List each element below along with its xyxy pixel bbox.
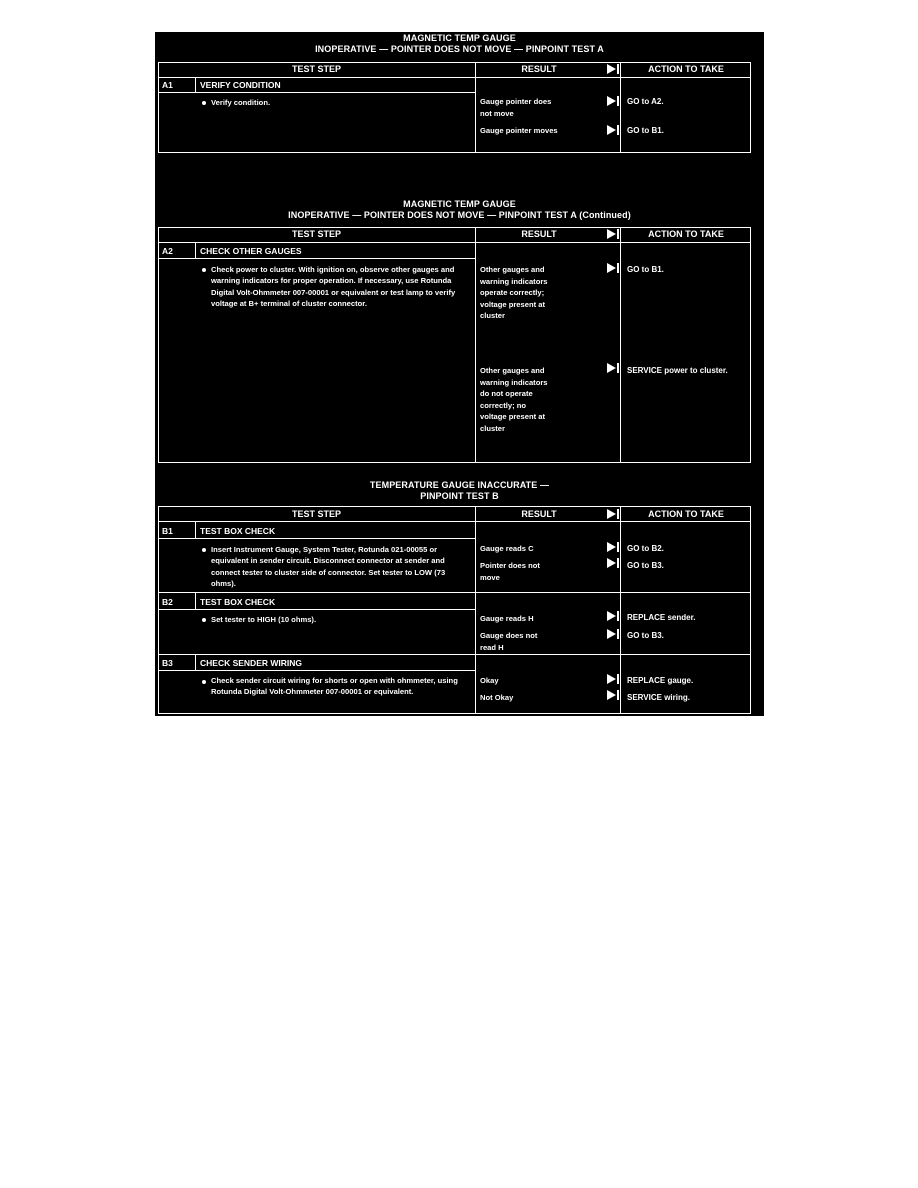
bullet-icon [202, 680, 206, 684]
diagnostic-chart-panel [155, 32, 764, 716]
section-a-title-line2: INOPERATIVE — POINTER DOES NOT MOVE — PINPOINT TEST A [315, 44, 604, 54]
header-result: RESULT [521, 509, 557, 519]
arrow-icon [607, 363, 619, 373]
bullet-icon [202, 618, 206, 622]
action-b2-2: GO to B3. [627, 631, 664, 640]
bullet-icon [202, 101, 206, 105]
step-text-b1: Insert Instrument Gauge, System Tester, Rotunda 021-00055 or equivalent in sender circuit. Disconnect connector at sender and connect tester to cluster side of connector. Set tester to LOW (73 ohms). [211, 545, 446, 588]
result-b3-1: Okay [480, 676, 499, 685]
action-b1-1: GO to B2. [627, 544, 664, 553]
header-action: ACTION TO TAKE [648, 509, 724, 519]
action-a2-2: SERVICE power to cluster. [627, 366, 728, 375]
action-b2-1: REPLACE sender. [627, 613, 696, 622]
step-id-b3: B3 [162, 658, 173, 668]
step-id-b1: B1 [162, 526, 173, 536]
arrow-icon [607, 674, 619, 684]
arrow-icon [607, 263, 619, 273]
action-a2-1: GO to B1. [627, 265, 664, 274]
result-a1-1: Gauge pointer does not move [480, 97, 552, 118]
step-title-b3: CHECK SENDER WIRING [200, 658, 303, 668]
section-a2-title-line1: MAGNETIC TEMP GAUGE [403, 199, 516, 209]
action-b3-2: SERVICE wiring. [627, 693, 690, 702]
step-text-a1: Verify condition. [211, 98, 271, 107]
result-b1-2: Pointer does not move [480, 561, 540, 582]
arrow-icon [607, 64, 619, 74]
section-a2-title-line2: INOPERATIVE — POINTER DOES NOT MOVE — PINPOINT TEST A (Continued) [288, 210, 631, 220]
result-b2-1: Gauge reads H [480, 614, 534, 623]
step-title-b2: TEST BOX CHECK [200, 597, 276, 607]
step-id-b2: B2 [162, 597, 173, 607]
step-text-a2: Check power to cluster. With ignition on, observe other gauges and warning indicators for proper operation. If necessary, use Rotunda Digital Volt-Ohmmeter 007-00001 or equivalent or test lamp to verify voltage at B+ terminal of cluster connector. [211, 265, 456, 308]
step-title-a1: VERIFY CONDITION [200, 80, 281, 90]
result-b1-1: Gauge reads C [480, 544, 534, 553]
section-a-title-line1: MAGNETIC TEMP GAUGE [403, 33, 516, 43]
result-a2-1: Other gauges and warning indicators operate correctly; voltage present at cluster [480, 265, 548, 320]
table-a2 [158, 227, 751, 463]
step-title-b1: TEST BOX CHECK [200, 526, 276, 536]
section-b-title-line1: TEMPERATURE GAUGE INACCURATE — [369, 480, 550, 490]
arrow-icon [607, 229, 619, 239]
arrow-icon [607, 611, 619, 621]
arrow-icon [607, 96, 619, 106]
header-result: RESULT [521, 229, 557, 239]
step-title-a2: CHECK OTHER GAUGES [200, 246, 302, 256]
action-b1-2: GO to B3. [627, 561, 664, 570]
arrow-icon [607, 629, 619, 639]
step-id-a1: A1 [162, 80, 173, 90]
step-text-b3: Check sender circuit wiring for shorts or open with ohmmeter, using Rotunda Digital Volt-Ohmmeter 007-00001 or equivalent. [211, 676, 458, 697]
result-b2-2: Gauge does not read H [480, 631, 538, 652]
arrow-icon [607, 558, 619, 568]
header-action: ACTION TO TAKE [648, 229, 724, 239]
arrow-icon [607, 509, 619, 519]
step-text-b2: Set tester to HIGH (10 ohms). [211, 615, 317, 624]
action-a1-2: GO to B1. [627, 126, 664, 135]
action-a1-1: GO to A2. [627, 97, 664, 106]
arrow-icon [607, 125, 619, 135]
action-b3-1: REPLACE gauge. [627, 676, 694, 685]
bullet-icon [202, 268, 206, 272]
step-id-a2: A2 [162, 246, 173, 256]
arrow-icon [607, 542, 619, 552]
result-b3-2: Not Okay [480, 693, 514, 702]
result-a1-2: Gauge pointer moves [480, 126, 558, 135]
result-a2-2: Other gauges and warning indicators do not operate correctly; no voltage present at cluster [480, 366, 548, 433]
header-action: ACTION TO TAKE [648, 64, 724, 74]
header-test-step: TEST STEP [291, 509, 341, 519]
header-result: RESULT [521, 64, 557, 74]
header-test-step: TEST STEP [291, 64, 341, 74]
arrow-icon [607, 690, 619, 700]
section-b-title-line2: PINPOINT TEST B [420, 491, 499, 501]
header-test-step: TEST STEP [291, 229, 341, 239]
bullet-icon [202, 548, 206, 552]
